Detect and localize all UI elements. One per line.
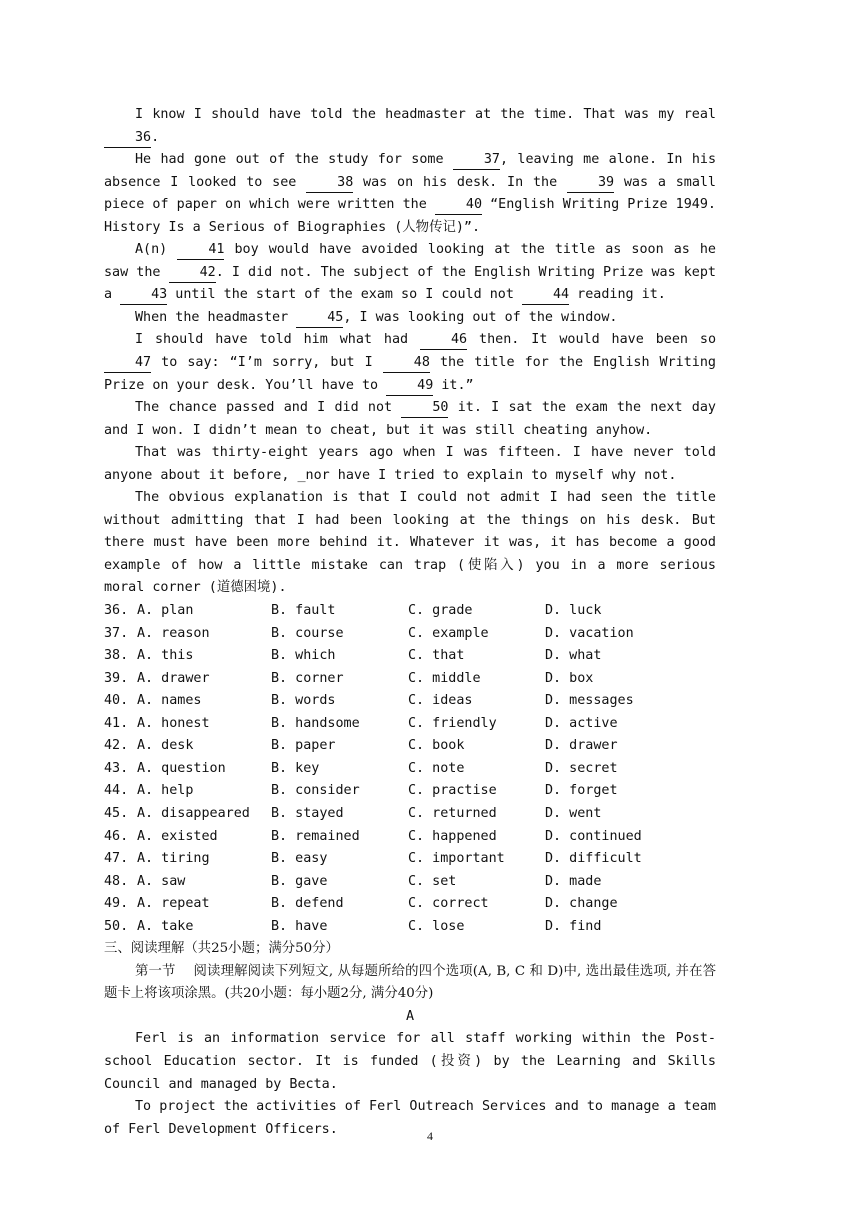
option-b: B. key	[271, 760, 320, 776]
question-number: 46.	[104, 828, 129, 844]
option-row	[104, 848, 716, 871]
blank-47: 47	[104, 354, 151, 373]
question-number: 45.	[104, 805, 129, 821]
option-b: B. easy	[271, 851, 328, 867]
blank-42: 42	[169, 264, 216, 283]
option-c: C. correct	[408, 896, 489, 912]
option-a: A. saw	[137, 873, 186, 889]
option-a: A. take	[137, 918, 194, 934]
section-instructions: 第一节 阅读理解阅读下列短文, 从每题所给的四个选项(A, B, C 和 D)中, 选出最佳选项, 并在答题卡上将该项涂黑。(共20小题：每小题2分, 满分40分)	[104, 963, 716, 1002]
option-b: B. course	[271, 625, 344, 641]
option-row	[104, 690, 716, 713]
option-c: C. middle	[408, 670, 481, 686]
option-b: B. handsome	[271, 715, 360, 731]
blank-46: 46	[420, 331, 467, 350]
option-b: B. gave	[271, 873, 328, 889]
option-b: B. defend	[271, 896, 344, 912]
option-a: A. reason	[137, 625, 210, 641]
blank-39: 39	[567, 174, 614, 193]
question-number: 39.	[104, 670, 129, 686]
paragraph: The chance passed and I did not 50 it. I sat the exam the next day and I won. I didn’t mean to cheat, but it was still cheating anyhow.	[104, 400, 716, 438]
option-a: A. disappeared	[137, 805, 250, 821]
option-a: A. names	[137, 693, 202, 709]
paragraph: The obvious explanation is that I could not admit I had seen the title without admitting that I had been looking at the things on his desk. But there must have been more behind it. Whatever it was, it has become a good example of how a little mistake can trap (使陷入) you in a more serious moral corner (道德困境).	[104, 490, 716, 596]
option-row	[104, 893, 716, 916]
question-number: 36.	[104, 603, 129, 619]
option-d: D. find	[545, 918, 602, 934]
blank-41: 41	[177, 241, 224, 260]
option-c: C. set	[408, 873, 457, 889]
option-b: B. which	[271, 648, 336, 664]
option-a: A. tiring	[137, 851, 210, 867]
blank-50: 50	[401, 399, 448, 418]
option-row	[104, 623, 716, 646]
option-a: A. question	[137, 760, 226, 776]
option-row	[104, 803, 716, 826]
paragraph: To project the activities of Ferl Outreach Services and to manage a team of Ferl Development Officers.	[104, 1099, 716, 1137]
option-c: C. book	[408, 738, 465, 754]
option-a: A. plan	[137, 603, 194, 619]
option-b: B. fault	[271, 603, 336, 619]
option-a: A. help	[137, 783, 194, 799]
blank-45: 45	[296, 309, 343, 328]
option-row	[104, 668, 716, 691]
paragraph: Ferl is an information service for all staff working within the Post-school Education sector. It is funded (投资) by the Learning and Skills Council and managed by Becta.	[104, 1031, 716, 1092]
option-row	[104, 780, 716, 803]
blank-37: 37	[453, 151, 500, 170]
option-row	[104, 600, 716, 623]
option-row	[104, 916, 716, 939]
option-a: A. desk	[137, 738, 194, 754]
section-heading: 三、阅读理解（共25小题；满分50分）	[104, 941, 339, 957]
option-c: C. note	[408, 760, 465, 776]
question-number: 42.	[104, 738, 129, 754]
blank-48: 48	[383, 354, 430, 373]
paragraph: He had gone out of the study for some 37, leaving me alone. In his absence I looked to see 38 was on his desk. In the 39 was a small piece of paper on which were written the 40 “English Writing Prize 1949. History Is a Serious of Biographies (人物传记)”.	[104, 152, 717, 235]
option-d: D. messages	[545, 693, 634, 709]
option-d: D. active	[545, 715, 618, 731]
option-b: B. corner	[271, 670, 344, 686]
option-a: A. drawer	[137, 670, 210, 686]
option-d: D. what	[545, 648, 602, 664]
option-b: B. stayed	[271, 805, 344, 821]
blank-38: 38	[306, 174, 353, 193]
option-c: C. lose	[408, 918, 465, 934]
option-d: D. box	[545, 670, 594, 686]
option-c: C. that	[408, 648, 465, 664]
option-b: B. remained	[271, 828, 360, 844]
paragraph: When the headmaster 45, I was looking out of the window.	[104, 307, 716, 330]
option-a: A. this	[137, 648, 194, 664]
option-a: A. honest	[137, 715, 210, 731]
option-d: D. luck	[545, 603, 602, 619]
option-a: A. existed	[137, 828, 218, 844]
options-list	[104, 600, 716, 938]
option-row	[104, 758, 716, 781]
question-number: 49.	[104, 896, 129, 912]
option-row	[104, 713, 716, 736]
blank-44: 44	[522, 286, 569, 305]
option-c: C. example	[408, 625, 489, 641]
question-number: 43.	[104, 760, 129, 776]
passage-label: A	[405, 1008, 415, 1024]
paragraph: I know I should have told the headmaster at the time. That was my real 36.	[104, 104, 716, 149]
paragraph: That was thirty-eight years ago when I was fifteen. I have never told anyone about it before, _nor have I tried to explain to myself why not.	[104, 445, 716, 483]
option-d: D. made	[545, 873, 602, 889]
option-d: D. difficult	[545, 851, 642, 867]
option-d: D. went	[545, 805, 602, 821]
option-d: D. drawer	[545, 738, 618, 754]
option-b: B. consider	[271, 783, 360, 799]
option-row	[104, 645, 716, 668]
blank-36: 36	[104, 129, 151, 148]
option-d: D. change	[545, 896, 618, 912]
paragraph: A(n) 41 boy would have avoided looking at the title as soon as he saw the 42. I did not. The subject of the English Writing Prize was kept a 43 until the start of the exam so I could not 44 reading it.	[104, 239, 716, 307]
option-c: C. ideas	[408, 693, 473, 709]
option-d: D. continued	[545, 828, 642, 844]
blank-43: 43	[120, 286, 167, 305]
question-number: 50.	[104, 918, 129, 934]
option-a: A. repeat	[137, 896, 210, 912]
option-c: C. grade	[408, 603, 473, 619]
option-c: C. happened	[408, 828, 497, 844]
option-row	[104, 871, 716, 894]
document-page	[104, 104, 716, 1141]
option-b: B. have	[271, 918, 328, 934]
option-row	[104, 826, 716, 849]
option-d: D. forget	[545, 783, 618, 799]
option-c: C. important	[408, 851, 505, 867]
question-number: 40.	[104, 693, 129, 709]
option-b: B. paper	[271, 738, 336, 754]
question-number: 47.	[104, 851, 129, 867]
option-d: D. secret	[545, 760, 618, 776]
question-number: 41.	[104, 715, 129, 731]
blank-49: 49	[386, 377, 433, 396]
page-number: 4	[427, 1129, 433, 1143]
option-c: C. friendly	[408, 715, 497, 731]
option-b: B. words	[271, 693, 336, 709]
option-c: C. practise	[408, 783, 497, 799]
paragraph: I should have told him what had 46 then. It would have been so 47 to say: “I’m sorry, but I 48 the title for the English Writing Prize on your desk. You’ll have to 49 it.”	[104, 329, 716, 397]
option-d: D. vacation	[545, 625, 634, 641]
option-row	[104, 735, 716, 758]
question-number: 38.	[104, 648, 129, 664]
option-c: C. returned	[408, 805, 497, 821]
question-number: 44.	[104, 783, 129, 799]
question-number: 37.	[104, 625, 129, 641]
question-number: 48.	[104, 873, 129, 889]
blank-40: 40	[435, 196, 482, 215]
